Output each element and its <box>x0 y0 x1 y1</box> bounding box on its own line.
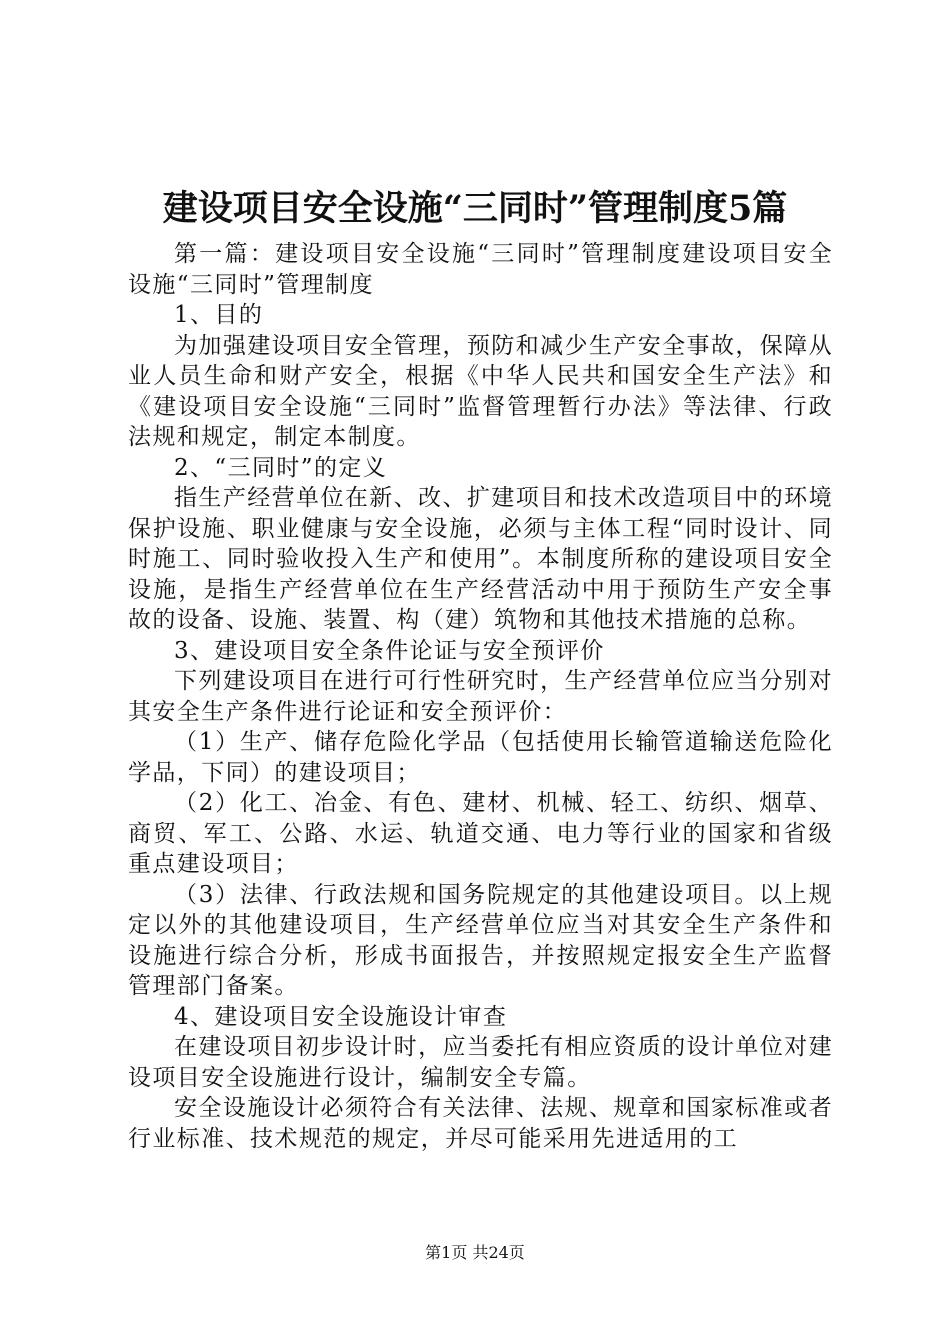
list-item-2: （2）化工、冶金、有色、建材、机械、轻工、纺织、烟草、商贸、军工、公路、水运、轨道交通、电力等行业的国家和省级重点建设项目； <box>128 790 833 877</box>
document-body <box>128 239 833 1154</box>
paragraph-intro: 第一篇：建设项目安全设施“三同时”管理制度建设项目安全设施“三同时”管理制度 <box>128 241 833 298</box>
section-heading-definition: 2、“三同时”的定义 <box>174 454 388 481</box>
paragraph-design-standards: 安全设施设计必须符合有关法律、法规、规章和国家标准或者行业标准、技术规范的规定，并尽可能采用先进适用的工 <box>128 1095 833 1152</box>
page-footer: 第1页 共24页 <box>425 1243 525 1262</box>
section-heading-pre-evaluation: 3、建设项目安全条件论证与安全预评价 <box>174 637 605 664</box>
document-title: 建设项目安全设施“三同时”管理制度5篇 <box>162 188 788 229</box>
section-heading-purpose: 1、目的 <box>174 302 264 328</box>
list-item-3: （3）法律、行政法规和国务院规定的其他建设项目。以上规定以外的其他建设项目，生产经营单位应当对其安全生产条件和设施进行综合分析，形成书面报告，并按照规定报安全生产监督管理部门备案。 <box>128 881 833 999</box>
paragraph-definition: 指生产经营单位在新、改、扩建项目和技术改造项目中的环境保护设施、职业健康与安全设施，必须与主体工程“同时设计、同时施工、同时验收投入生产和使用”。本制度所称的建设项目安全设施，是指生产经营单位在生产经营活动中用于预防生产安全事故的设备、设施、装置、构（建）筑物和其他技术措施的总称。 <box>128 485 833 633</box>
paragraph-pre-evaluation: 下列建设项目在进行可行性研究时，生产经营单位应当分别对其安全生产条件进行论证和安全预评价： <box>128 668 833 725</box>
list-item-1: （1）生产、储存危险化学品（包括使用长输管道输送危险化学品，下同）的建设项目； <box>128 729 833 786</box>
section-heading-design-review: 4、建设项目安全设施设计审查 <box>174 1003 508 1030</box>
paragraph-purpose: 为加强建设项目安全管理，预防和减少生产安全事故，保障从业人员生命和财产安全，根据《中华人民共和国安全生产法》和《建设项目安全设施“三同时”监督管理暂行办法》等法律、行政法规和规定，制定本制度。 <box>128 332 833 450</box>
paragraph-design-review: 在建设项目初步设计时，应当委托有相应资质的设计单位对建设项目安全设施进行设计，编制安全专篇。 <box>128 1034 833 1091</box>
